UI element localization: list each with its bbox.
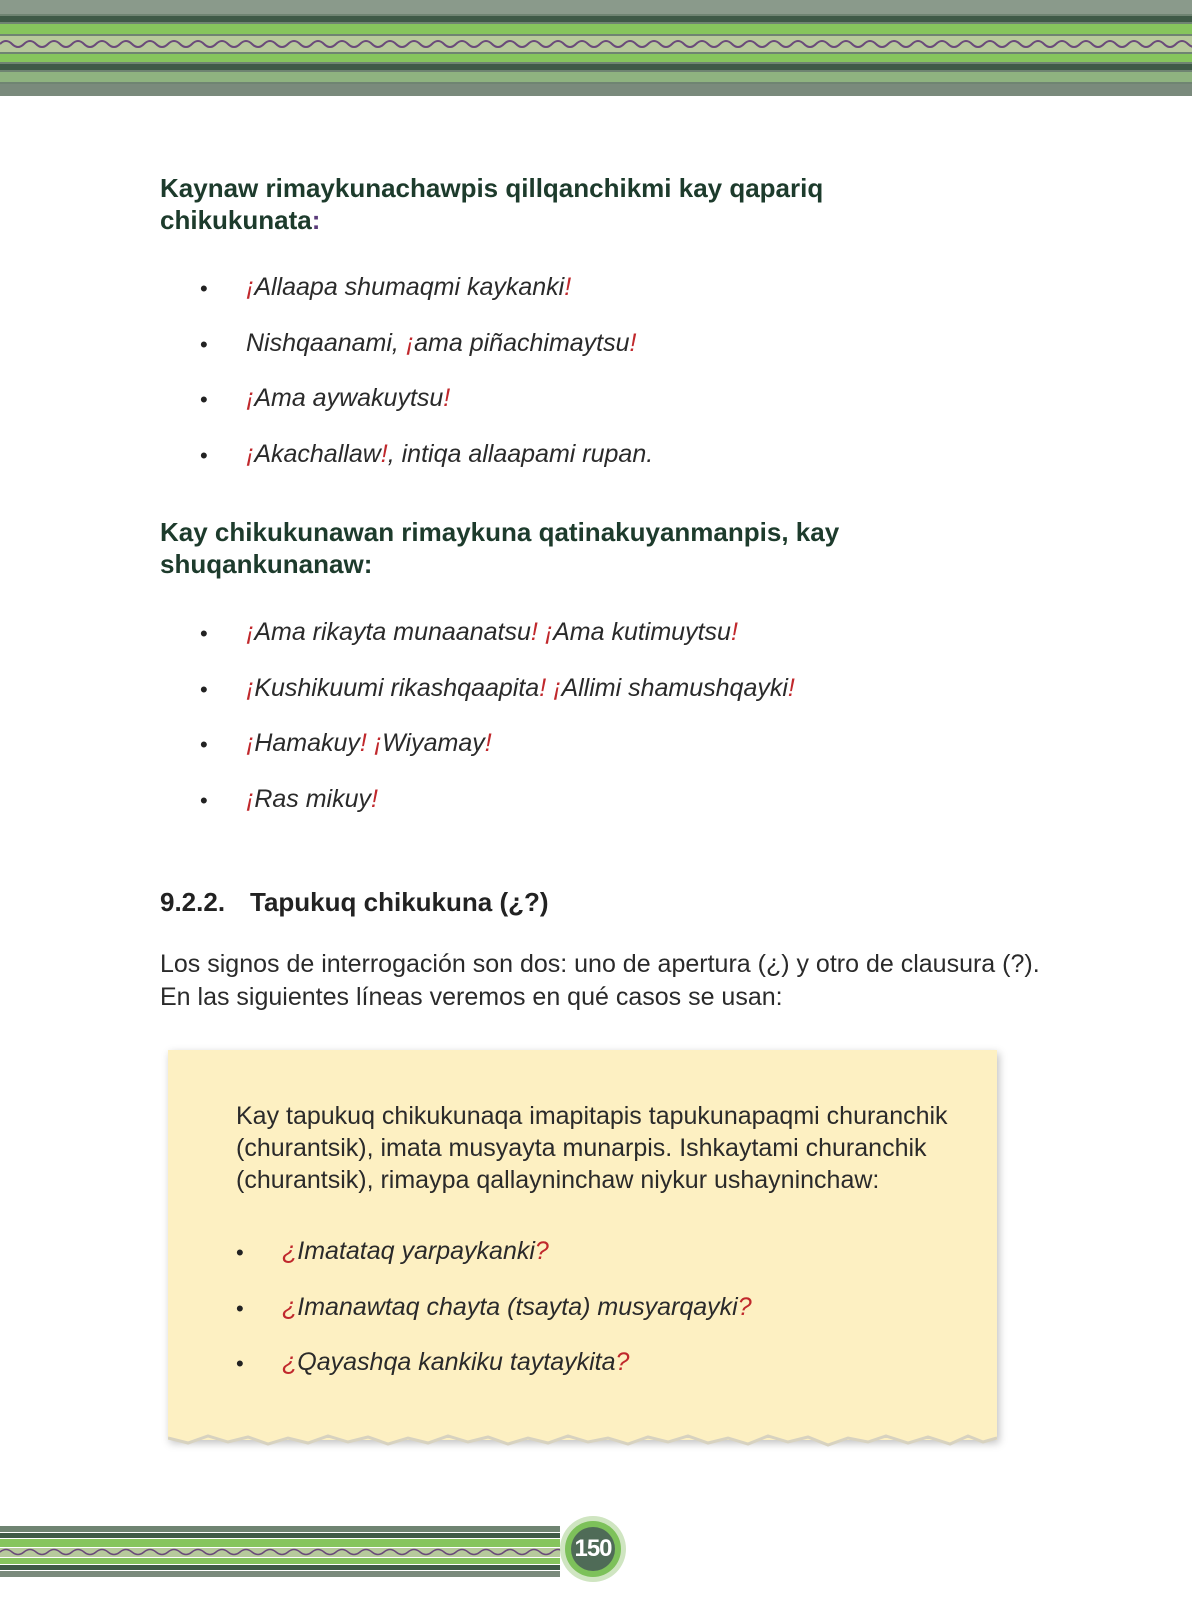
- example-text: Ama kutimuytsu: [553, 618, 731, 646]
- punctuation-mark: ¡: [544, 618, 554, 646]
- punctuation-mark: !: [443, 384, 451, 412]
- example-text: [367, 729, 374, 757]
- example-text: Allaapa shumaqmi kaykanki: [254, 273, 565, 301]
- intro-paragraph: Los signos de interrogación son dos: uno de apertura (¿) y otro de clausura (?). En las siguientes líneas veremos en qué casos se usan:: [160, 950, 1040, 1011]
- example-item: [200, 728, 980, 784]
- bullet-icon: •: [200, 676, 208, 702]
- punctuation-mark: !: [359, 729, 367, 757]
- punctuation-mark: !: [530, 618, 538, 646]
- punctuation-mark: ¡: [246, 618, 255, 646]
- punctuation-mark: ¿: [282, 1237, 298, 1265]
- example-text: Kushikuumi rikashqaapita: [254, 673, 540, 702]
- section-heading-1: [160, 172, 920, 236]
- example-item: [236, 1236, 1016, 1292]
- punctuation-mark: ?: [737, 1292, 752, 1321]
- example-item: [200, 328, 980, 384]
- example-text: Ras mikuy: [254, 784, 372, 813]
- example-list-1: [200, 272, 980, 494]
- subsection-title-text: Tapukuq chikukuna (¿?): [250, 887, 549, 917]
- punctuation-mark: ?: [615, 1348, 630, 1376]
- punctuation-mark: !: [380, 439, 388, 468]
- punctuation-mark: ¡: [246, 729, 255, 757]
- punctuation-mark: !: [371, 784, 378, 813]
- punctuation-mark: !: [539, 673, 547, 702]
- punctuation-mark: ?: [534, 1237, 549, 1265]
- example-item: [200, 272, 980, 328]
- example-list-2: [200, 617, 980, 839]
- example-text: Wiyamay: [382, 729, 485, 757]
- bullet-icon: •: [200, 787, 208, 813]
- example-item: [236, 1347, 1016, 1403]
- example-item: [200, 784, 980, 840]
- punctuation-mark: ¡: [246, 273, 255, 301]
- punctuation-mark: !: [730, 618, 738, 646]
- example-item: [200, 439, 980, 495]
- bullet-icon: •: [200, 276, 208, 301]
- note-text: Kay tapukuq chikukunaqa imapitapis tapukunapaqmi churanchik (churantsik), imata musyayta munarpis. Ishkaytami churanchik (churantsik), rimaypa qallayninchaw niykur ushayninchaw:: [236, 1102, 948, 1194]
- punctuation-mark: ¡: [246, 784, 255, 813]
- example-text: , intiqa allaapami rupan.: [387, 439, 654, 468]
- example-item: [200, 673, 980, 729]
- bullet-icon: •: [236, 1240, 244, 1265]
- subsection-number: 9.2.2.: [160, 887, 226, 917]
- bullet-icon: •: [200, 621, 208, 646]
- example-text: Akachallaw: [254, 439, 381, 468]
- example-item: [236, 1292, 1016, 1348]
- example-text: Ama aywakuytsu: [254, 384, 444, 412]
- example-text: ama piñachimaytsu: [414, 328, 630, 357]
- example-text: [538, 618, 545, 646]
- page-number: 150: [574, 1535, 612, 1562]
- punctuation-mark: ¡: [405, 328, 415, 357]
- bullet-icon: •: [236, 1351, 244, 1376]
- example-text: Ama rikayta munaanatsu: [254, 618, 531, 646]
- example-text: Imatataq yarpaykanki: [297, 1237, 535, 1265]
- punctuation-mark: ¡: [246, 673, 255, 702]
- example-text: Qayashqa kankiku taytaykita: [297, 1348, 616, 1376]
- note-torn-edge: [168, 1424, 997, 1460]
- punctuation-mark: !: [484, 729, 492, 757]
- example-text: Nishqaanami,: [246, 328, 406, 357]
- heading-colon: :: [311, 205, 321, 235]
- bullet-icon: •: [236, 1295, 244, 1321]
- subsection-title: [160, 886, 549, 918]
- section-heading-2: Kay chikukunawan rimaykuna qatinakuyanmanpis, kay shuqankunanaw:: [160, 517, 840, 579]
- example-item: [200, 383, 980, 439]
- punctuation-mark: !: [564, 273, 572, 301]
- top-decorative-band: [0, 0, 1192, 96]
- punctuation-mark: !: [629, 328, 637, 357]
- punctuation-mark: ¿: [282, 1292, 298, 1321]
- punctuation-mark: ¡: [373, 729, 383, 757]
- example-text: Hamakuy: [254, 729, 360, 757]
- example-text: Imanawtaq chayta (tsayta) musyarqayki: [297, 1292, 738, 1321]
- bullet-icon: •: [200, 387, 208, 412]
- punctuation-mark: !: [787, 673, 795, 702]
- example-item: [200, 617, 980, 673]
- punctuation-mark: ¿: [282, 1348, 298, 1376]
- example-text: Allimi shamushqayki: [561, 673, 788, 702]
- bullet-icon: •: [200, 331, 208, 357]
- punctuation-mark: ¡: [553, 673, 562, 702]
- example-list-3: [236, 1236, 1016, 1403]
- bullet-icon: •: [200, 732, 208, 757]
- punctuation-mark: ¡: [246, 439, 255, 468]
- section-heading-1-text: Kaynaw rimaykunachawpis qillqanchikmi kay qapariq chikukunata: [160, 173, 824, 235]
- bullet-icon: •: [200, 442, 208, 468]
- punctuation-mark: ¡: [246, 384, 255, 412]
